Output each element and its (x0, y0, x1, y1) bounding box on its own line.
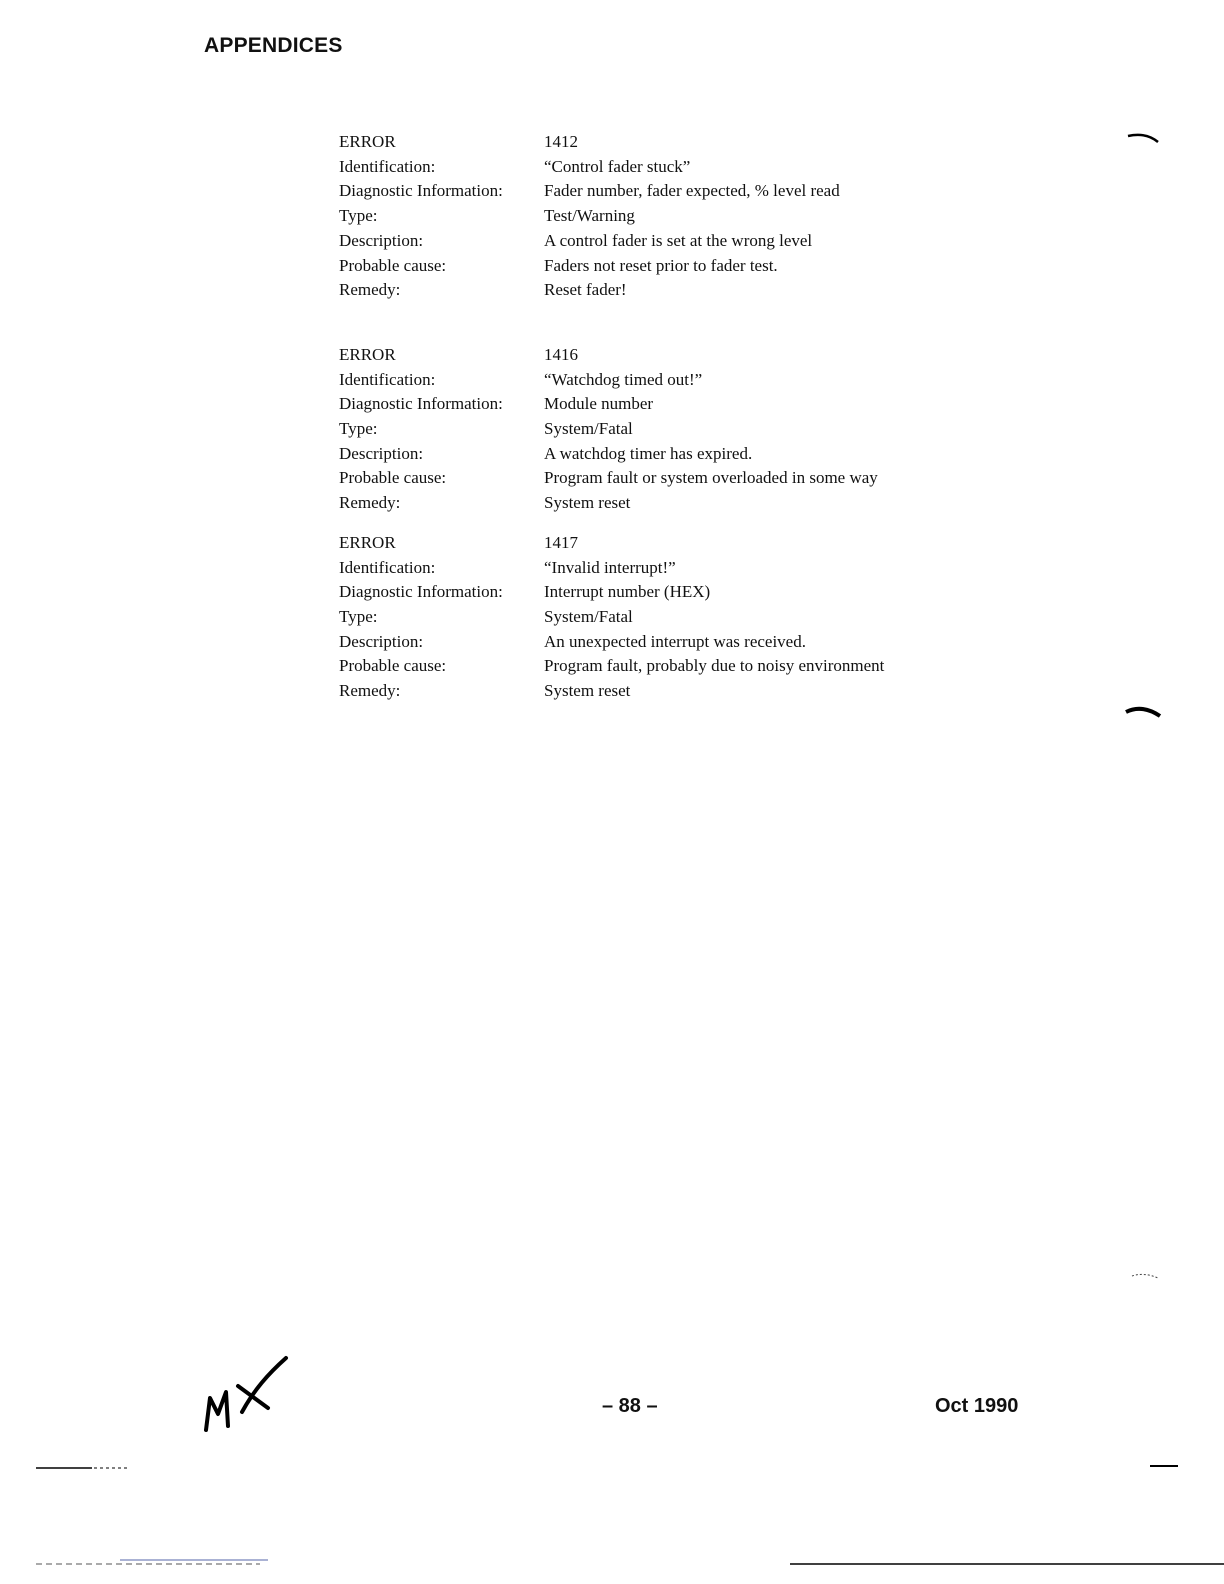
field-label: Type: (339, 419, 378, 439)
field-label: Identification: (339, 156, 436, 176)
error-row (339, 130, 959, 155)
field-label: Probable cause: (339, 468, 447, 488)
field-label: Description: (339, 230, 424, 250)
error-row (339, 417, 959, 442)
error-row (339, 556, 959, 581)
field-label: Identification: (339, 557, 436, 577)
error-entry-1412 (339, 130, 959, 303)
error-row (339, 155, 959, 180)
field-value: Fader number, fader expected, % level read (544, 181, 840, 201)
field-label: Diagnostic Information: (339, 181, 503, 201)
field-value: System/Fatal (544, 606, 633, 626)
field-label: Type: (339, 206, 378, 226)
field-label: Type: (339, 606, 378, 626)
error-row (339, 491, 959, 516)
field-label: Identification: (339, 369, 436, 389)
page-header: APPENDICES (204, 34, 343, 57)
scan-mark-top (1126, 128, 1162, 148)
document-date: Oct 1990 (935, 1395, 1019, 1417)
error-row (339, 278, 959, 303)
field-label: Description: (339, 631, 424, 651)
field-value: Faders not reset prior to fader test. (544, 255, 778, 275)
error-row (339, 605, 959, 630)
error-row (339, 229, 959, 254)
field-value: 1416 (544, 344, 578, 364)
field-label: Remedy: (339, 280, 401, 300)
field-value: Reset fader! (544, 280, 627, 300)
field-value: A control fader is set at the wrong level (544, 230, 813, 250)
field-label: Remedy: (339, 681, 401, 701)
error-row (339, 580, 959, 605)
field-label: Description: (339, 443, 424, 463)
error-row (339, 679, 959, 704)
field-value: “Control fader stuck” (544, 156, 691, 176)
page-number: – 88 – (602, 1395, 658, 1417)
field-value: System reset (544, 681, 631, 701)
field-value: “Invalid interrupt!” (544, 557, 676, 577)
field-value: System/Fatal (544, 419, 633, 439)
scan-bottom-lines (0, 1460, 1224, 1584)
error-row (339, 204, 959, 229)
field-value: A watchdog timer has expired. (544, 443, 753, 463)
error-row (339, 392, 959, 417)
field-value: An unexpected interrupt was received. (544, 631, 806, 651)
field-value: System reset (544, 493, 631, 513)
field-value: “Watchdog timed out!” (544, 369, 703, 389)
error-list (339, 130, 959, 744)
error-row (339, 654, 959, 679)
field-label: Probable cause: (339, 656, 447, 676)
field-label: ERROR (339, 532, 396, 552)
error-row (339, 466, 959, 491)
field-label: ERROR (339, 132, 396, 151)
field-value: Program fault, probably due to noisy environment (544, 656, 885, 676)
error-entry-1417 (339, 531, 959, 704)
error-row (339, 630, 959, 655)
field-label: Diagnostic Information: (339, 582, 503, 602)
scan-mark-middle (1124, 700, 1164, 720)
error-entry-1416 (339, 343, 959, 516)
field-value: Program fault or system overloaded in some way (544, 468, 878, 488)
error-row (339, 254, 959, 279)
error-row (339, 343, 959, 368)
field-value: Module number (544, 394, 654, 414)
error-row (339, 179, 959, 204)
mx-signature-logo (198, 1352, 294, 1445)
error-row (339, 442, 959, 467)
signature-icon (198, 1352, 294, 1440)
error-row (339, 531, 959, 556)
field-value: Test/Warning (544, 206, 635, 226)
field-value: Interrupt number (HEX) (544, 582, 711, 602)
scan-mark-lower (1130, 1268, 1162, 1282)
field-label: Remedy: (339, 493, 401, 513)
field-label: ERROR (339, 344, 396, 364)
error-row (339, 368, 959, 393)
field-label: Probable cause: (339, 255, 447, 275)
field-value: 1412 (544, 132, 578, 151)
field-label: Diagnostic Information: (339, 394, 503, 414)
field-value: 1417 (544, 532, 578, 552)
